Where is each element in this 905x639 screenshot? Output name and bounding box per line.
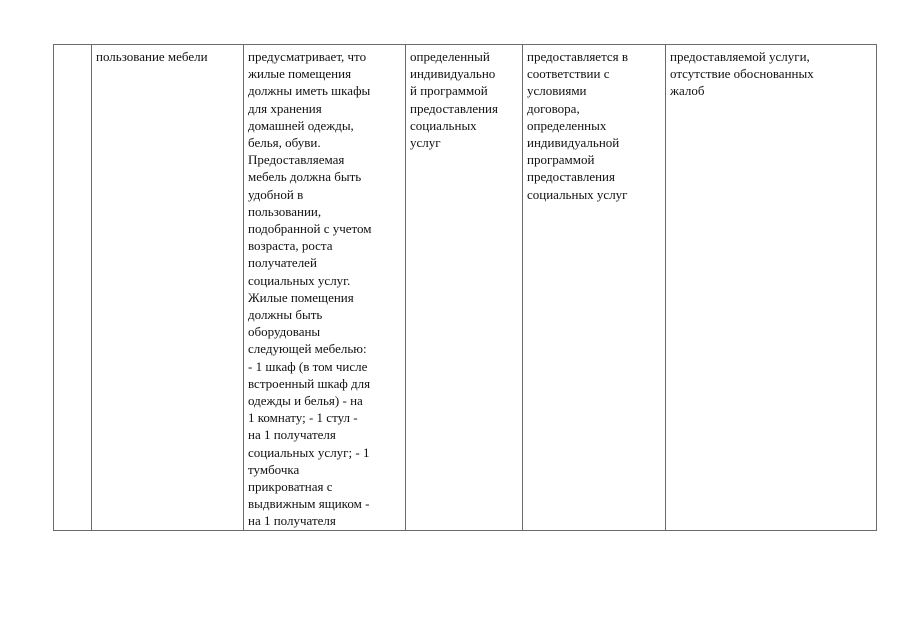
cell-terms-text: предоставляется в соответствии с условиями договора, определенных индивидуальной программой предоставления социальных услуг: [527, 49, 629, 202]
cell-description-text: предусматривает, что жилые помещения должны иметь шкафы для хранения домашней одежды, белья, обуви. Предоставляемая мебель должна быть удобной в пользовании, подобранной с учетом возраста, роста получателей социальных услуг. Жилые помещения должны быть оборудованы следующей мебелью: - 1 шкаф (в том числе встроенный шкаф для одежды и белья) - на 1 комнату; - 1 стул - на 1 получателя социальных услуг; - 1 тумбочка прикроватная с выдвижным ящиком - на 1 получателя: [248, 49, 372, 529]
cell-volume-text: определенный индивидуально й программой предоставления социальных услуг: [410, 49, 498, 151]
table-cell-volume: [406, 45, 523, 531]
cell-quality-text: предоставляемой услуги, отсутствие обоснованных жалоб: [670, 49, 814, 99]
cell-service-name-text: пользование мебели: [96, 49, 208, 64]
table-row: [54, 45, 877, 531]
table-cell-index: [54, 45, 92, 531]
table-cell-terms: [523, 45, 666, 531]
service-standards-table: [53, 44, 877, 531]
table-cell-service-name: [92, 45, 244, 531]
table-cell-quality: [666, 45, 877, 531]
table-cell-description: [244, 45, 406, 531]
